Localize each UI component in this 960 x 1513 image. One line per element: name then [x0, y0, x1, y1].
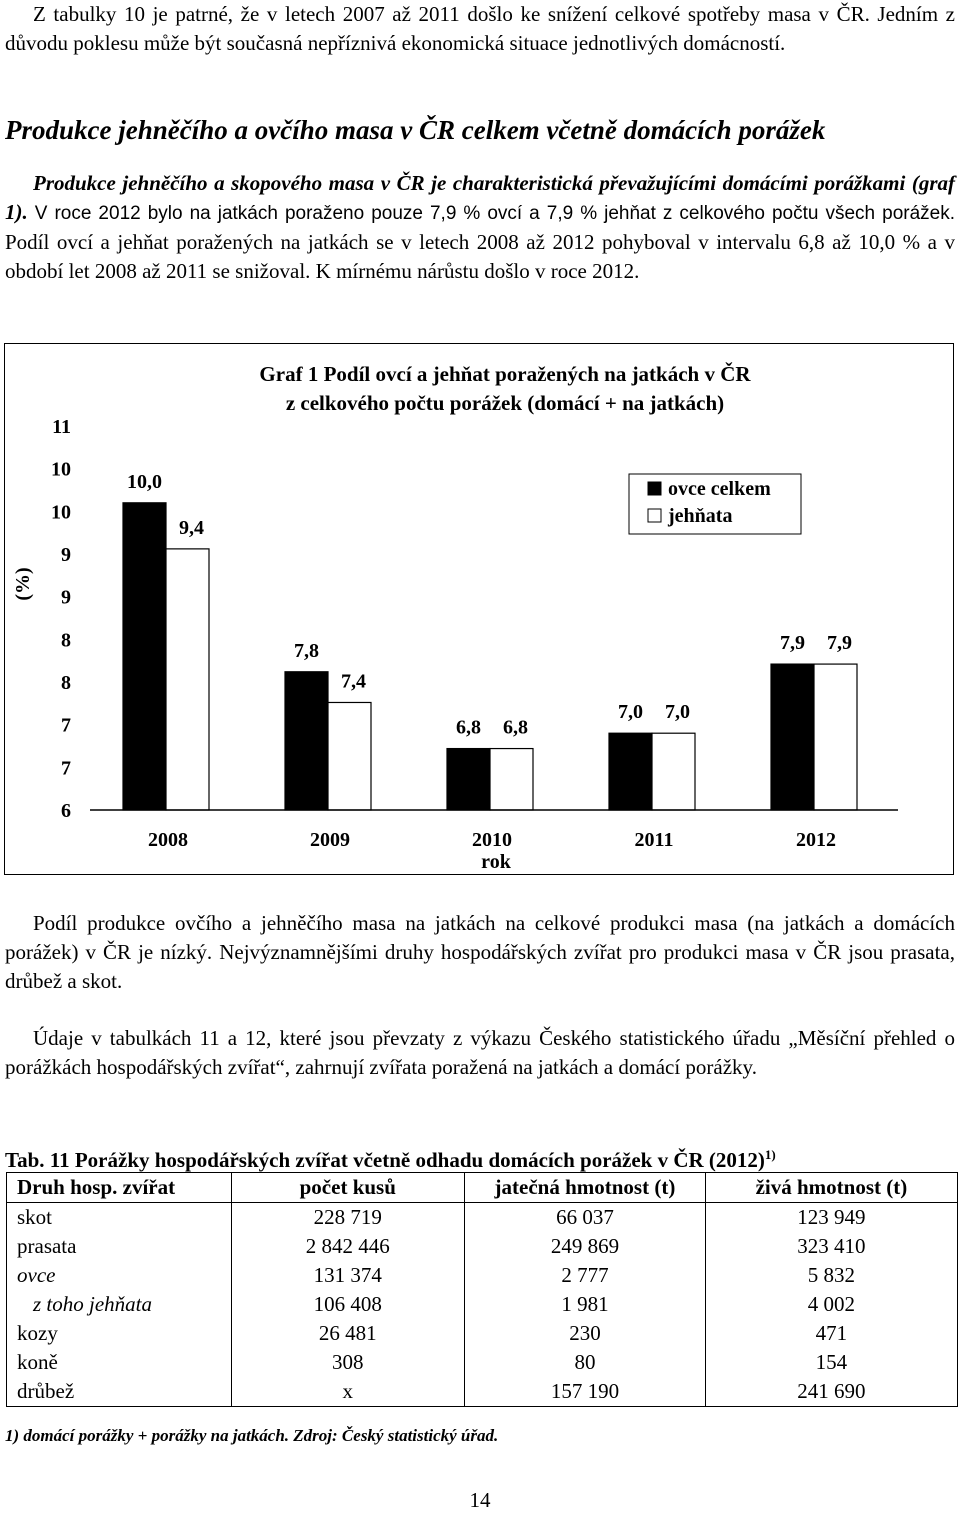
slaughter-table: [6, 1172, 958, 1407]
paragraph-4: Údaje v tabulkách 11 a 12, které jsou převzaty z výkazu Českého statistického úřadu „Měsíční přehled o porážkách hospodářských zvířat“, zahrnují zvířata poražená na jatkách a domácí porážky.: [5, 1026, 955, 1079]
table-footnote: 1) domácí porážky + porážky na jatkách. Zdroj: Český statistický úřad.: [5, 1426, 499, 1445]
table-cell-value: 249 869: [465, 1232, 706, 1261]
table-row: [7, 1348, 958, 1377]
section-rest-2: Podíl ovcí a jehňat poražených na jatkách se v letech 2008 až 2012 pohyboval v intervalu 6,8 až 10,0 % a v období let 2008 až 2011 se snižoval. K mírnému nárůstu došlo v roce 2012.: [5, 230, 955, 283]
page-number: 14: [469, 1488, 491, 1512]
bar-ovce-celkem: [771, 664, 814, 810]
paragraph-3: Podíl produkce ovčího a jehněčího masa na jatkách na celkové produkci masa (na jatkách a domácích porážek) v ČR je nízký. Nejvýznamnějšími druhy hospodářských zvířat pro produkci masa v ČR jsou prasata, drůbež a skot.: [5, 911, 955, 993]
section-heading: Produkce jehněčího a ovčího masa v ČR celkem včetně domácích porážek: [5, 115, 826, 145]
table-cell-animal: koně: [7, 1348, 232, 1377]
bar-data-label: 7,0: [618, 701, 643, 724]
bar-ovce-celkem: [123, 503, 166, 810]
table-cell-value: 1 981: [465, 1290, 706, 1319]
bar-data-label: 7,9: [780, 632, 805, 655]
table-cell-value: 5 832: [705, 1261, 957, 1290]
bar-data-label: 6,8: [456, 716, 481, 739]
table-cell-value: 106 408: [231, 1290, 465, 1319]
table-header-row: [7, 1173, 958, 1203]
table-row: [7, 1319, 958, 1348]
chart-y-axis-label: (%): [12, 567, 34, 601]
legend-label-ovce: ovce celkem: [668, 478, 771, 500]
table-cell-value: 66 037: [465, 1203, 706, 1233]
chart-x-axis-label: rok: [481, 851, 511, 873]
table-row: [7, 1232, 958, 1261]
table-cell-value: 2 777: [465, 1261, 706, 1290]
table-cell-value: 323 410: [705, 1232, 957, 1261]
header-ziva-hmotnost: živá hmotnost (t): [705, 1173, 957, 1203]
table-title: Tab. 11 Porážky hospodářských zvířat včetně odhadu domácích porážek v ČR $(2012)^{1)}$: [5, 1147, 776, 1172]
table-cell-value: x: [231, 1377, 465, 1407]
bar-data-label: 9,4: [179, 516, 204, 539]
chart-x-tick-label: 2012: [796, 829, 836, 851]
bar-ovce-celkem: [609, 733, 652, 810]
chart-title-line1: Graf 1 Podíl ovcí a jehňat poražených na jatkách v ČR: [259, 362, 751, 386]
table-cell-value: 230: [465, 1319, 706, 1348]
legend-swatch-ovce: [648, 482, 661, 495]
bar-jehnata: [490, 749, 533, 810]
table-cell-animal: prasata: [7, 1232, 232, 1261]
table-cell-value: 26 481: [231, 1319, 465, 1348]
table-title-footnote-mark: 1): [764, 1147, 776, 1162]
chart-x-tick-label: 2010: [472, 829, 512, 851]
bar-jehnata: [166, 549, 209, 810]
table-cell-value: 471: [705, 1319, 957, 1348]
bar-jehnata: [652, 733, 695, 810]
section-lead: Produkce jehněčího a skopového masa v ČR je charakteristická převažujícími domácími porážkami (graf 1).: [5, 171, 955, 224]
chart-y-ticks: [51, 416, 71, 822]
table-cell-value: 80: [465, 1348, 706, 1377]
header-druh: Druh hosp. zvířat: [7, 1173, 232, 1203]
chart-y-tick-label: 9: [61, 586, 71, 609]
chart-y-tick-label: 11: [52, 416, 71, 438]
chart-y-tick-label: 9: [61, 544, 71, 566]
table-cell-animal: drůbež: [7, 1377, 232, 1407]
header-pocet-kusu: počet kusů: [231, 1173, 465, 1203]
legend-label-jehnata: jehňata: [668, 505, 733, 527]
bar-data-label: 7,8: [294, 639, 319, 662]
table-cell-value: 4 002: [705, 1290, 957, 1319]
chart-y-tick-label: 10: [51, 458, 71, 481]
table-row: [7, 1377, 958, 1407]
table-cell-value: 228 719: [231, 1203, 465, 1233]
chart-x-tick-label: 2009: [310, 829, 350, 851]
bar-jehnata: [328, 702, 371, 810]
table-cell-value: 154: [705, 1348, 957, 1377]
chart-y-tick-label: 10: [51, 501, 71, 524]
bar-data-label: 7,9: [827, 632, 852, 655]
chart-y-tick-label: 8: [61, 672, 71, 694]
bar-ovce-celkem: [447, 749, 490, 810]
chart-y-tick-label: 6: [61, 800, 71, 822]
bar-data-label: 7,4: [341, 670, 366, 693]
chart-canvas: [5, 344, 955, 876]
table-row: [7, 1290, 958, 1319]
header-jatecna-hmotnost: jatečná hmotnost (t): [465, 1173, 706, 1203]
legend-swatch-jehnata: [648, 509, 661, 522]
bar-data-label: 6,8: [503, 716, 528, 739]
chart-y-tick-label: 7: [61, 757, 71, 780]
chart-x-tick-label: 2011: [634, 829, 674, 851]
section-paragraph: [5, 169, 955, 286]
table-cell-value: 123 949: [705, 1203, 957, 1233]
table-cell-animal: ovce: [7, 1261, 232, 1290]
table-cell-value: 131 374: [231, 1261, 465, 1290]
table-cell-value: 157 190: [465, 1377, 706, 1407]
bar-ovce-celkem: [285, 672, 328, 810]
table-cell-animal: z toho jehňata: [7, 1290, 232, 1319]
intro-paragraph: Z tabulky 10 je patrné, že v letech 2007 až 2011 došlo ke snížení celkové spotřeby masa v ČR. Jedním z důvodu poklesu může být současná nepříznivá ekonomická situace jednotlivých domácností.: [5, 2, 955, 55]
table-cell-value: 2 842 446: [231, 1232, 465, 1261]
bar-data-label: 10,0: [127, 470, 162, 493]
section-rest: V roce 2012 bylo na jatkách poraženo pouze 7,9 % ovcí a 7,9 % jehňat z celkového počtu všech porážek.: [27, 203, 955, 224]
table-row: [7, 1203, 958, 1233]
table-cell-animal: skot: [7, 1203, 232, 1233]
bar-data-label: 7,0: [665, 701, 690, 724]
table-body: [7, 1203, 958, 1407]
chart-graf-1: [4, 343, 954, 875]
chart-x-tick-label: 2008: [148, 829, 188, 851]
table-cell-animal: kozy: [7, 1319, 232, 1348]
chart-y-tick-label: 8: [61, 629, 71, 652]
chart-y-tick-label: 7: [61, 714, 71, 737]
table-cell-value: 241 690: [705, 1377, 957, 1407]
chart-x-ticks: [148, 829, 836, 851]
table-row: [7, 1261, 958, 1290]
chart-legend: [629, 474, 801, 534]
chart-title-line2: z celkového počtu porážek (domácí + na jatkách): [285, 391, 725, 415]
bar-jehnata: [814, 664, 857, 810]
table-cell-value: 308: [231, 1348, 465, 1377]
